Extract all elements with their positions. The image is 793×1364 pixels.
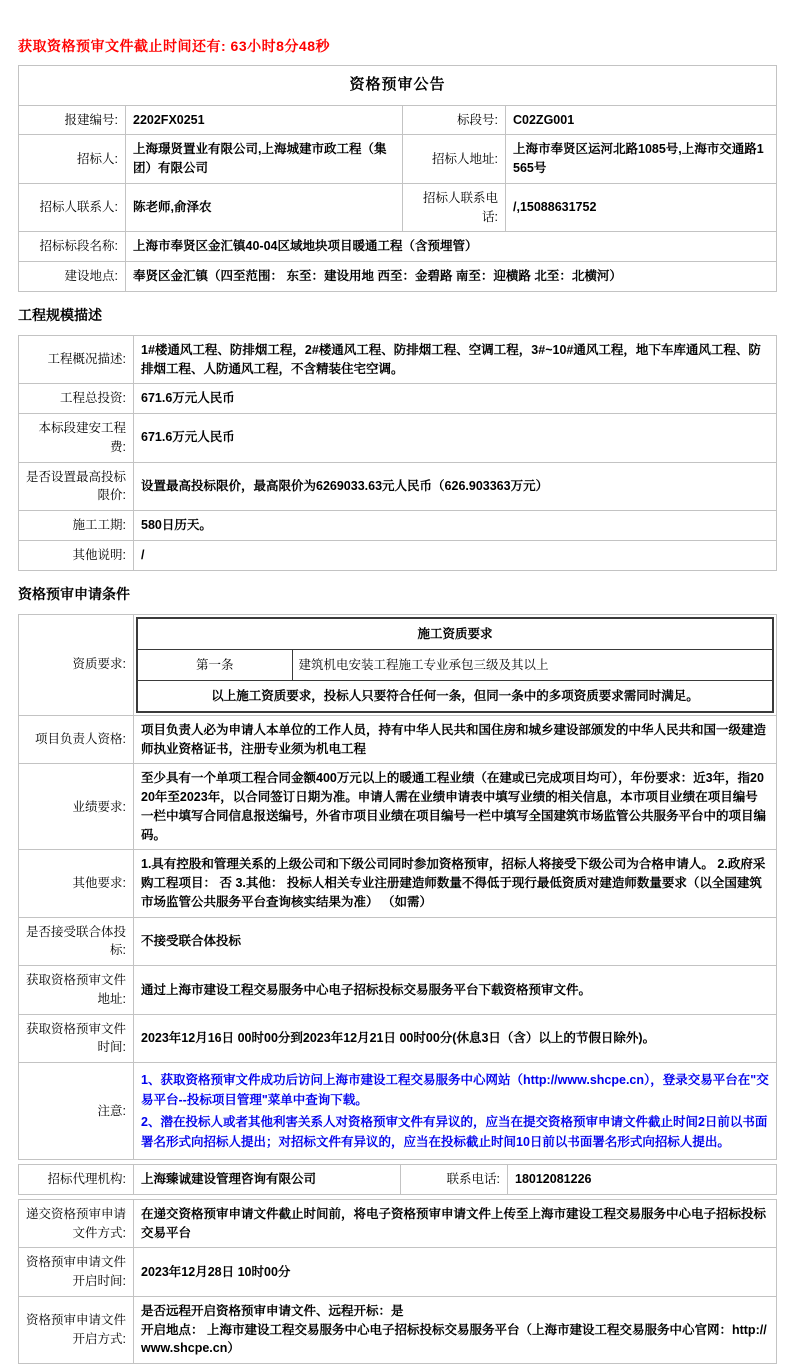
field-value: 陈老师,俞泽农 xyxy=(126,183,403,232)
field-value: 至少具有一个单项工程合同金额400万元以上的暖通工程业绩（在建或已完成项目均可），年份要求：近3年，指2020年至2023年，以合同签订日期为准。申请人需在业绩申请表中填写业绩的相关信息，本市项目业绩在项目编号一栏中填写合同信息报送编号，外省市项目业绩在项目编号一栏中填写全国建筑市场监管公共服务平台中的项目编码。 xyxy=(134,764,777,850)
field-label: 施工工期: xyxy=(19,511,134,541)
field-label: 递交资格预审申请文件方式: xyxy=(19,1199,134,1248)
field-value: /,15088631752 xyxy=(506,183,777,232)
table-row xyxy=(137,618,773,650)
notice-line-1: 1、获取资格预审文件成功后访问上海市建设工程交易服务中心网站（http://www.shcpe.cn），登录交易平台在"交易平台--投标项目管理"菜单中查询下载。 xyxy=(141,1073,769,1108)
field-value: 1.具有控股和管理关系的上级公司和下级公司同时参加资格预审，招标人将接受下级公司为合格申请人。 2.政府采购工程项目： 否 3.其他： 投标人相关专业注册建造师数量不得低于现行最低资质对建造师数量要求（以全国建筑市场监管公共服务平台查询核实结果为准） （如需） xyxy=(134,850,777,917)
table-row xyxy=(19,850,777,917)
field-label: 获取资格预审文件时间: xyxy=(19,1014,134,1063)
table-row xyxy=(19,1014,777,1063)
table-row xyxy=(137,649,773,680)
field-label: 业绩要求: xyxy=(19,764,134,850)
field-value: 2023年12月28日 10时00分 xyxy=(134,1248,777,1297)
field-value: 671.6万元人民币 xyxy=(134,414,777,463)
table-row xyxy=(19,715,777,764)
field-label: 招标代理机构: xyxy=(19,1165,134,1195)
table-row xyxy=(19,335,777,384)
field-label: 本标段建安工程费: xyxy=(19,414,134,463)
field-label: 招标人联系电话: xyxy=(403,183,506,232)
field-label: 招标人地址: xyxy=(403,135,506,184)
field-label: 资格预审申请文件开启方式: xyxy=(19,1296,134,1363)
field-value: 上海市奉贤区运河北路1085号,上海市交通路1565号 xyxy=(506,135,777,184)
field-value: / xyxy=(134,540,777,570)
table-row xyxy=(19,511,777,541)
field-value: 上海臻诚建设管理咨询有限公司 xyxy=(134,1165,401,1195)
submission-table xyxy=(18,1199,777,1364)
table-row xyxy=(19,1199,777,1248)
field-value: 不接受联合体投标 xyxy=(134,917,777,966)
page-title: 资格预审公告 xyxy=(19,66,777,106)
table-row xyxy=(19,462,777,511)
table-row xyxy=(137,680,773,712)
table-row xyxy=(19,384,777,414)
field-value: 上海市奉贤区金汇镇40-04区域地块项目暖通工程（含预埋管） xyxy=(126,232,777,262)
field-label: 招标人联系人: xyxy=(19,183,126,232)
table-row xyxy=(19,135,777,184)
field-value: 在递交资格预审申请文件截止时间前，将电子资格预审申请文件上传至上海市建设工程交易服务中心电子招标投标交易平台 xyxy=(134,1199,777,1248)
field-value: 2023年12月16日 00时00分到2023年12月21日 00时00分(休息3日（含）以上的节假日除外)。 xyxy=(134,1014,777,1063)
field-label: 其他说明: xyxy=(19,540,134,570)
open-method-line-2: 开启地点： 上海市建设工程交易服务中心电子招标投标交易服务平台（上海市建设工程交易服务中心官网：http://www.shcpe.cn） xyxy=(141,1322,767,1356)
field-label: 其他要求: xyxy=(19,850,134,917)
clause-text: 建筑机电安装工程施工专业承包三级及其以上 xyxy=(292,649,773,680)
table-row xyxy=(19,1296,777,1363)
table-row xyxy=(19,764,777,850)
open-method-line-1: 是否远程开启资格预审申请文件、远程开标：是 xyxy=(141,1303,404,1318)
field-value: 项目负责人必为申请人本单位的工作人员，持有中华人民共和国住房和城乡建设部颁发的中华人民共和国一级建造师执业资格证书，注册专业须为机电工程 xyxy=(134,715,777,764)
table-row xyxy=(19,1248,777,1297)
field-label: 联系电话: xyxy=(401,1165,508,1195)
table-row xyxy=(19,1063,777,1160)
nested-table-note: 以上施工资质要求，投标人只要符合任何一条，但同一条中的多项资质要求需同时满足。 xyxy=(137,680,773,712)
table-row xyxy=(19,105,777,135)
project-scale-table xyxy=(18,335,777,571)
table-row xyxy=(19,966,777,1015)
field-label: 建设地点: xyxy=(19,262,126,292)
field-label: 招标人: xyxy=(19,135,126,184)
field-label: 注意: xyxy=(19,1063,134,1160)
nested-table-header: 施工资质要求 xyxy=(137,618,773,650)
field-value: 通过上海市建设工程交易服务中心电子招标投标交易服务平台下载资格预审文件。 xyxy=(134,966,777,1015)
field-label: 获取资格预审文件地址: xyxy=(19,966,134,1015)
field-label: 资格预审申请文件开启时间: xyxy=(19,1248,134,1297)
announcement-table xyxy=(18,65,777,292)
field-label: 是否接受联合体投标: xyxy=(19,917,134,966)
notice-line-2: 2、潜在投标人或者其他利害关系人对资格预审文件有异议的，应当在提交资格预审申请文件截止时间2日前以书面署名形式向招标人提出；对招标文件有异议的，应当在投标截止时间10日前以书面署名形式向招标人提出。 xyxy=(141,1115,768,1150)
field-value: C02ZG001 xyxy=(506,105,777,135)
notice-text xyxy=(134,1063,777,1160)
field-label: 工程总投资: xyxy=(19,384,134,414)
section-heading-prequalification-conditions: 资格预审申请条件 xyxy=(18,585,130,602)
field-label: 项目负责人资格: xyxy=(19,715,134,764)
field-label: 是否设置最高投标限价: xyxy=(19,462,134,511)
table-row xyxy=(19,66,777,106)
qualification-nested-cell xyxy=(134,614,777,715)
table-row xyxy=(19,183,777,232)
field-label: 招标标段名称: xyxy=(19,232,126,262)
agency-table xyxy=(18,1164,777,1195)
field-value: 671.6万元人民币 xyxy=(134,384,777,414)
table-row xyxy=(19,1165,777,1195)
countdown-alert: 获取资格预审文件截止时间还有: 63小时8分48秒 xyxy=(18,38,330,54)
construction-qualification-table xyxy=(136,617,774,713)
field-label: 报建编号: xyxy=(19,105,126,135)
field-value: 2202FX0251 xyxy=(126,105,403,135)
field-label: 资质要求: xyxy=(19,614,134,715)
field-value: 设置最高投标限价，最高限价为6269033.63元人民币（626.903363万元） xyxy=(134,462,777,511)
field-label: 标段号: xyxy=(403,105,506,135)
table-row xyxy=(19,262,777,292)
clause-number: 第一条 xyxy=(137,649,292,680)
field-value: 18012081226 xyxy=(508,1165,777,1195)
table-row xyxy=(19,614,777,715)
table-row xyxy=(19,414,777,463)
table-row xyxy=(19,917,777,966)
table-row xyxy=(19,540,777,570)
field-label: 工程概况描述: xyxy=(19,335,134,384)
field-value: 580日历天。 xyxy=(134,511,777,541)
field-value: 奉贤区金汇镇（四至范围： 东至：建设用地 西至：金碧路 南至：迎横路 北至：北横河） xyxy=(126,262,777,292)
field-value: 上海璟贤置业有限公司,上海城建市政工程（集团）有限公司 xyxy=(126,135,403,184)
qualification-table xyxy=(18,614,777,1161)
section-heading-project-scale: 工程规模描述 xyxy=(18,306,102,323)
table-row xyxy=(19,232,777,262)
field-value xyxy=(134,1296,777,1363)
field-value: 1#楼通风工程、防排烟工程，2#楼通风工程、防排烟工程、空调工程，3#~10#通风工程，地下车库通风工程、防排烟工程、人防通风工程，不含精装住宅空调。 xyxy=(134,335,777,384)
